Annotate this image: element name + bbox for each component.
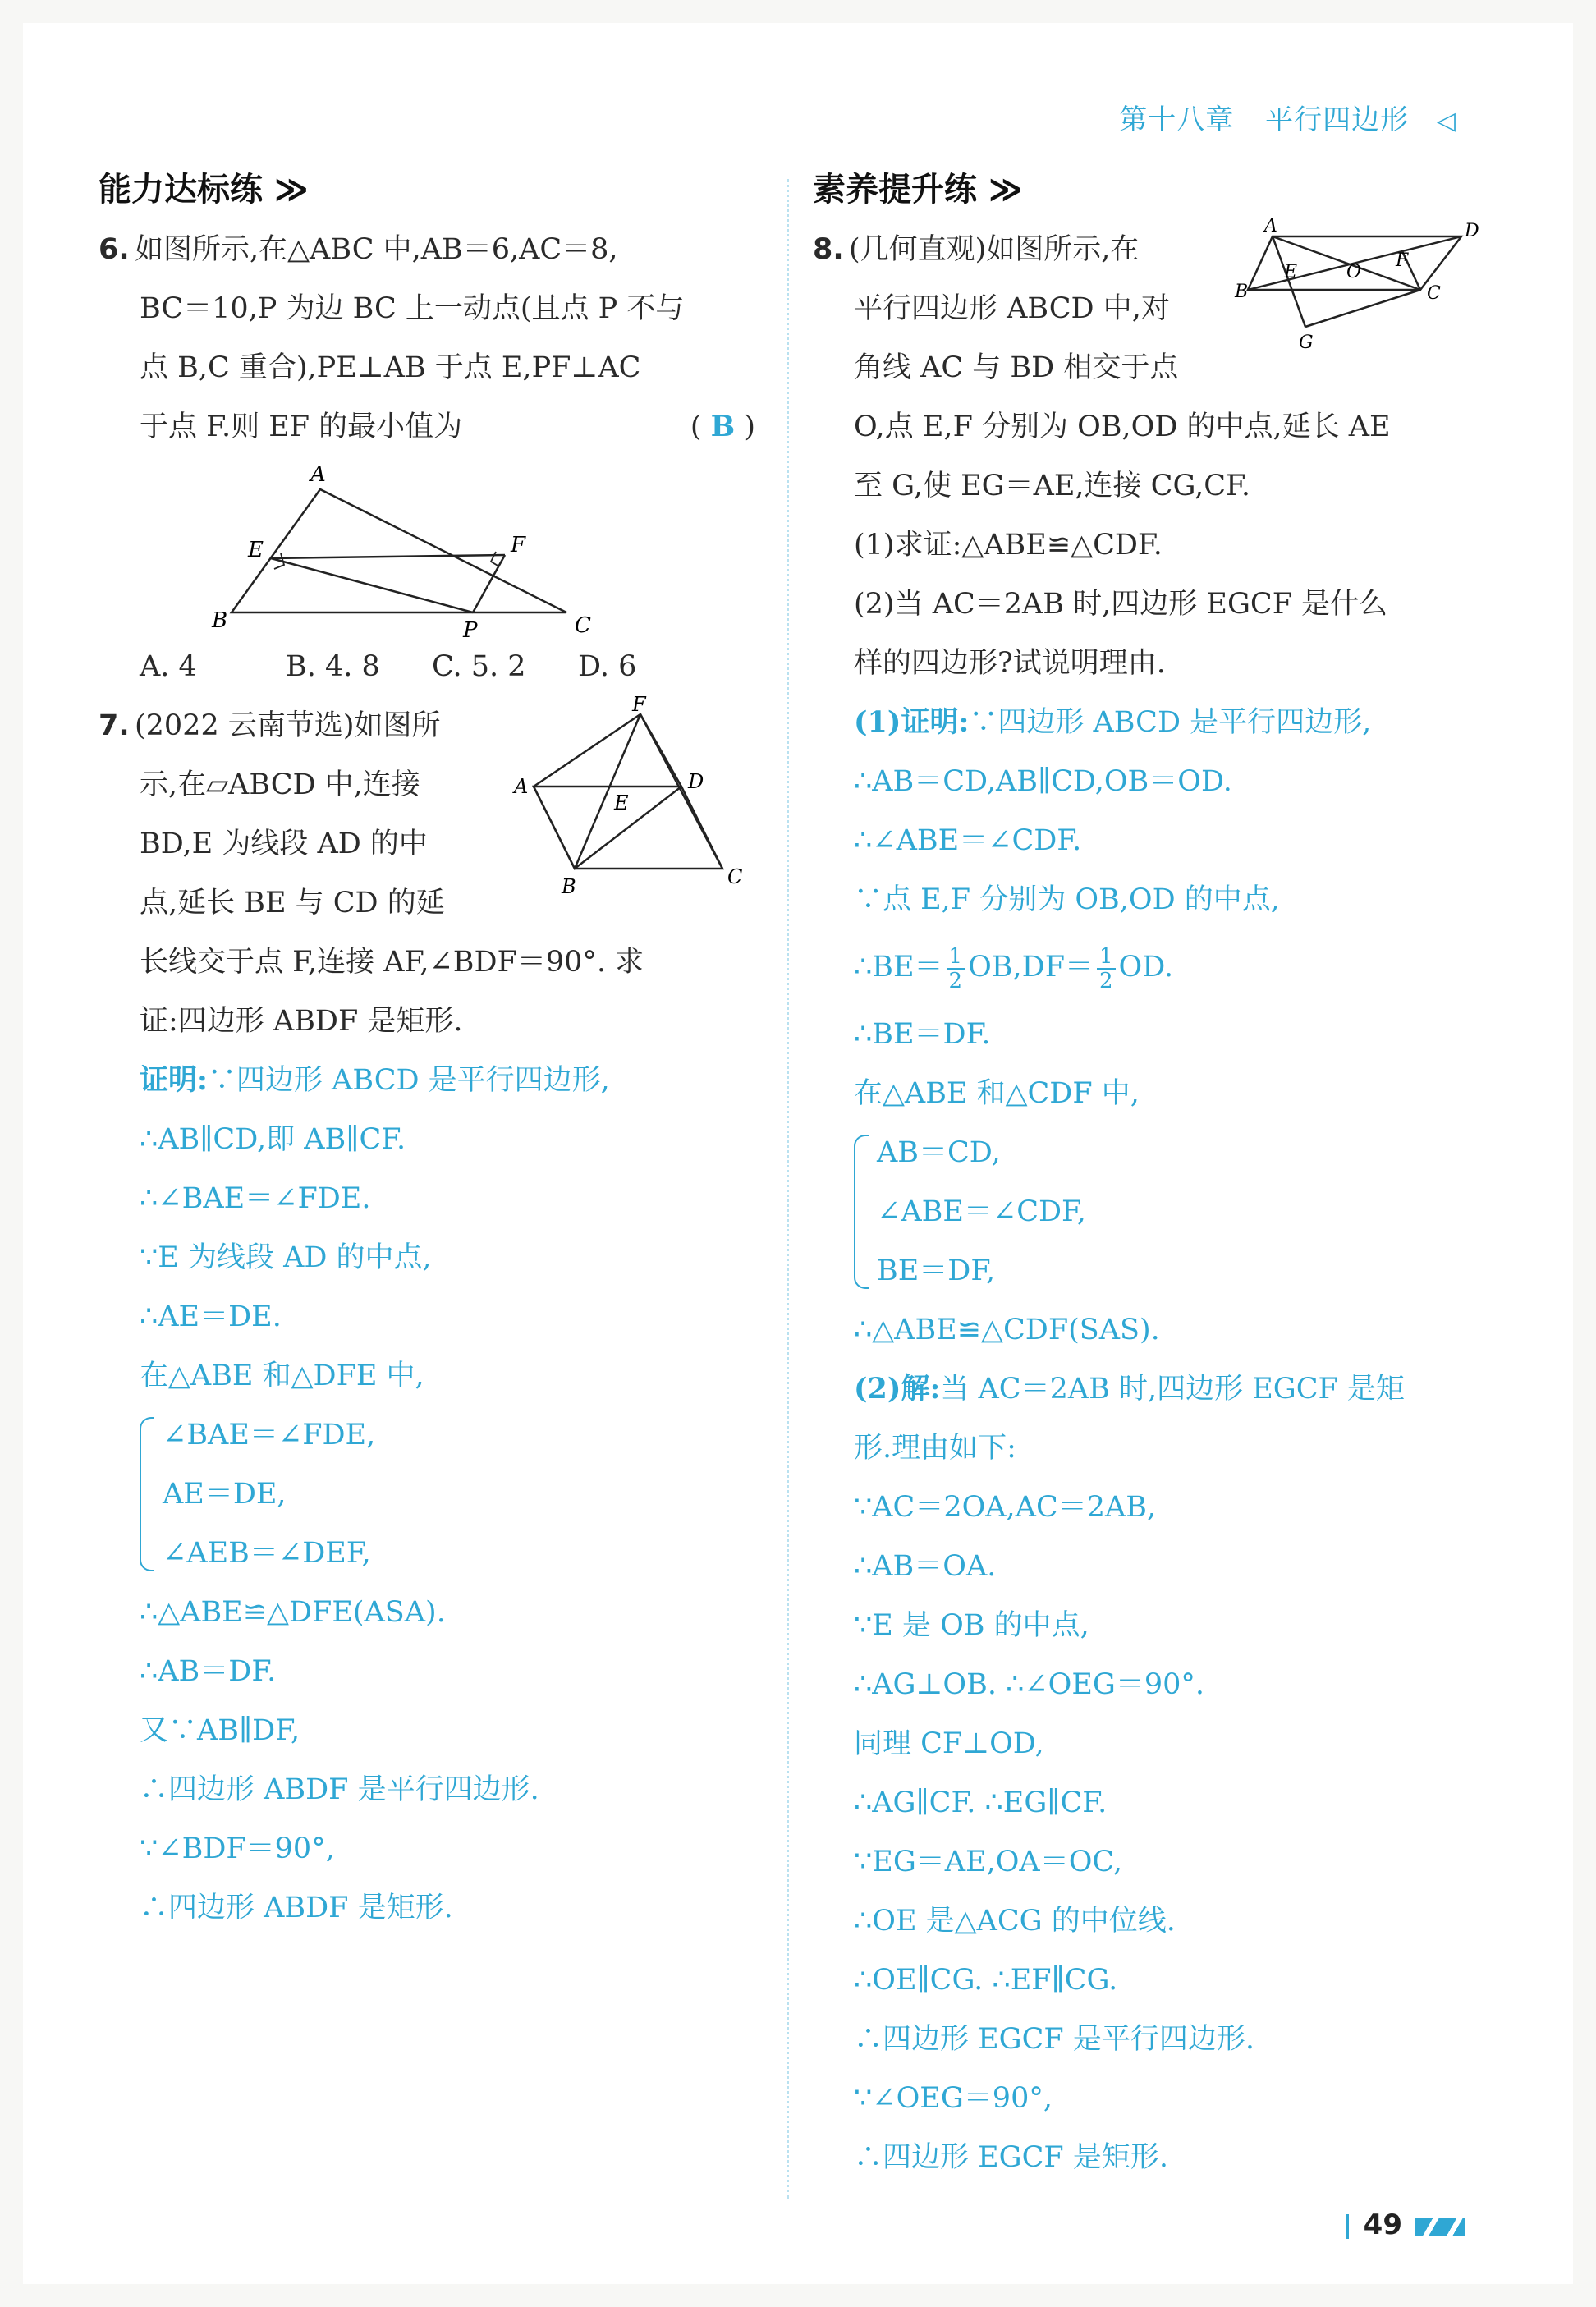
q6-line-1: 如图所示,在△ABC 中,AB＝6,AC＝8,: [135, 233, 618, 266]
q7-line-1: (2022 云南节选)如图所: [135, 709, 441, 742]
solution-line: ∴四边形 EGCF 是矩形.: [854, 2141, 1168, 2174]
chapter-title: 平行四边形: [1265, 103, 1410, 136]
q8-number: 8.: [813, 233, 844, 266]
q6-line-4: 于点 F.则 EF 的最小值为: [140, 410, 463, 443]
proof-label: 证明:: [140, 1063, 208, 1097]
choice-a[interactable]: A. 4: [140, 650, 197, 683]
denominator: 2: [948, 968, 963, 993]
label-f: F: [511, 533, 526, 557]
solution-line: ∵E 是 OB 的中点,: [854, 1609, 1089, 1642]
fraction-half: [1097, 945, 1116, 993]
label-p: P: [463, 618, 478, 643]
label-e: E: [1284, 262, 1298, 282]
label-e: E: [248, 538, 264, 562]
system-line: AB＝CD,: [877, 1136, 1001, 1169]
section-title-literacy: 素养提升练 ≫: [813, 171, 1023, 209]
q8-line-2: 平行四边形 ABCD 中,对: [854, 292, 1170, 325]
label-c: C: [575, 613, 591, 638]
label-o: O: [1346, 262, 1362, 282]
q6-figure: [99, 456, 755, 643]
q6-line-3: 点 B,C 重合),PE⊥AB 于点 E,PF⊥AC: [140, 351, 641, 384]
part1-first: ∵四边形 ABCD 是平行四边形,: [969, 706, 1372, 739]
chapter-label: 第十八章: [1119, 103, 1235, 136]
label-b: B: [212, 608, 228, 633]
label-a: A: [310, 462, 326, 487]
proof-line: ∵E 为线段 AD 的中点,: [140, 1241, 432, 1274]
q7-line-3: BD,E 为线段 AD 的中: [140, 828, 428, 860]
q7-line-5: 长线交于点 F,连接 AF,∠BDF＝90°. 求: [140, 946, 644, 979]
proof-line: ∴△ABE≌△DFE(ASA).: [140, 1596, 446, 1629]
proof-line: ∴AE＝DE.: [140, 1300, 282, 1333]
q8-figure: [1235, 212, 1479, 360]
label-a: A: [1264, 216, 1277, 236]
proof-line: 在△ABE 和△DFE 中,: [140, 1360, 424, 1392]
choice-d[interactable]: D. 6: [578, 650, 637, 683]
solution-line: 同理 CF⊥OD,: [854, 1727, 1044, 1760]
section-title-ability: 能力达标练 ≫: [99, 171, 309, 209]
proof-line: 又∵AB∥DF,: [140, 1714, 300, 1747]
running-header: [1119, 97, 1456, 137]
label-g: G: [1299, 333, 1314, 353]
q7-line-2: 示,在▱ABCD 中,连接: [140, 768, 420, 801]
frac-text-c: OD.: [1118, 951, 1174, 984]
numerator: 1: [947, 945, 965, 970]
solution-line: ∴四边形 EGCF 是平行四边形.: [854, 2023, 1254, 2056]
label-d: D: [1465, 221, 1479, 241]
q7-number: 7.: [99, 709, 130, 742]
label-b: B: [562, 875, 576, 898]
paren-open: (: [690, 410, 702, 443]
proof-line: ∴四边形 ABDF 是平行四边形.: [140, 1773, 539, 1806]
system-line: ∠BAE＝∠FDE,: [163, 1419, 376, 1452]
q8-line-7: (2)当 AC＝2AB 时,四边形 EGCF 是什么: [854, 588, 1388, 621]
choice-c[interactable]: C. 5. 2: [432, 650, 526, 683]
left-column: [99, 164, 755, 1938]
right-column: [813, 164, 1479, 2187]
equation-system: [854, 1123, 1470, 1300]
q7-line-6: 证:四边形 ABDF 是矩形.: [140, 1005, 463, 1038]
q7-proof: [99, 1051, 755, 1938]
question-8: [813, 216, 1479, 2187]
proof-line-first: ∵四边形 ABCD 是平行四边形,: [207, 1064, 610, 1097]
label-f: F: [1396, 250, 1409, 271]
q8-line-5: 至 G,使 EG＝AE,连接 CG,CF.: [854, 470, 1251, 502]
proof-line: ∴△ABE≌△CDF(SAS).: [854, 1314, 1160, 1346]
q6-line-2: BC＝10,P 为边 BC 上一动点(且点 P 不与: [140, 292, 685, 325]
proof-line: ∴∠ABE＝∠CDF.: [854, 824, 1082, 857]
system-line: ∠AEB＝∠DEF,: [163, 1537, 371, 1570]
proof-line: ∴BE＝DF.: [854, 1018, 991, 1051]
choice-b[interactable]: B. 4. 8: [286, 650, 380, 683]
solution-line: 形.理由如下:: [854, 1432, 1016, 1465]
q6-answer-bracket: [690, 397, 755, 456]
proof-line: ∴∠BAE＝∠FDE.: [140, 1182, 371, 1215]
proof-line: 在△ABE 和△CDF 中,: [854, 1077, 1140, 1110]
q6-number: 6.: [99, 233, 130, 266]
q8-solution: [813, 693, 1470, 2187]
page-number: 49: [1363, 2208, 1402, 2241]
frac-text-a: ∴BE＝: [854, 951, 943, 984]
label-f: F: [632, 693, 646, 716]
solution-line: ∵∠OEG＝90°,: [854, 2082, 1053, 2115]
proof-line: ∴AB＝CD,AB∥CD,OB＝OD.: [854, 765, 1232, 798]
solution-line: ∴AG∥CF. ∴EG∥CF.: [854, 1786, 1108, 1819]
proof-line: ∵∠BDF＝90°,: [140, 1832, 335, 1865]
denominator: 2: [1098, 968, 1113, 993]
label-a: A: [514, 775, 529, 798]
label-d: D: [688, 770, 704, 793]
question-7: [99, 693, 755, 1938]
question-6: [99, 220, 755, 696]
page-footer: [1346, 2208, 1465, 2241]
proof-line: ∵点 E,F 分别为 OB,OD 的中点,: [854, 883, 1280, 916]
solution-line: ∴OE 是△ACG 的中位线.: [854, 1905, 1176, 1938]
part2-first: 当 AC＝2AB 时,四边形 EGCF 是矩: [940, 1373, 1405, 1406]
footer-stripe-icon: [1415, 2218, 1465, 2236]
q6-answer: B: [710, 410, 736, 443]
q8-line-1: (几何直观)如图所示,在: [849, 233, 1140, 266]
proof-line: ∴AB＝DF.: [140, 1655, 277, 1688]
triangle-marker-icon: ◁: [1436, 107, 1456, 135]
q6-choices: [99, 637, 755, 696]
q8-line-4: O,点 E,F 分别为 OB,OD 的中点,延长 AE: [854, 410, 1391, 443]
part1-label: (1)证明:: [854, 705, 970, 739]
solution-line: ∵AC＝2OA,AC＝2AB,: [854, 1491, 1157, 1524]
part2-label: (2)解:: [854, 1372, 941, 1406]
label-b: B: [1235, 282, 1249, 302]
system-line: ∠ABE＝∠CDF,: [877, 1195, 1086, 1228]
q8-line-3: 角线 AC 与 BD 相交于点: [854, 351, 1179, 384]
paren-close: ): [744, 410, 755, 443]
solution-line: ∵EG＝AE,OA＝OC,: [854, 1846, 1123, 1878]
q7-line-4: 点,延长 BE 与 CD 的延: [140, 887, 445, 920]
column-divider: [787, 179, 789, 2199]
q7-figure: [509, 693, 755, 910]
system-line: AE＝DE,: [163, 1478, 287, 1511]
label-e: E: [614, 791, 629, 814]
equation-system: [140, 1406, 755, 1583]
system-line: BE＝DF,: [877, 1254, 996, 1287]
label-c: C: [727, 865, 743, 888]
numerator: 1: [1097, 945, 1116, 970]
solution-line: ∴OE∥CG. ∴EF∥CG.: [854, 1964, 1118, 1997]
q8-line-6: (1)求证:△ABE≌△CDF.: [854, 529, 1163, 562]
frac-text-b: OB,DF＝: [968, 951, 1094, 984]
footer-bar: [1346, 2214, 1349, 2239]
solution-line: ∴AB＝OA.: [854, 1550, 997, 1583]
proof-line: ∴AB∥CD,即 AB∥CF.: [140, 1123, 406, 1156]
fraction-half: [947, 945, 965, 993]
q8-line-8: 样的四边形?试说明理由.: [854, 647, 1166, 680]
solution-line: ∴AG⊥OB. ∴∠OEG＝90°.: [854, 1668, 1205, 1701]
label-c: C: [1427, 283, 1441, 304]
proof-line: ∴四边形 ABDF 是矩形.: [140, 1892, 453, 1924]
fraction-line: [813, 929, 1470, 1005]
